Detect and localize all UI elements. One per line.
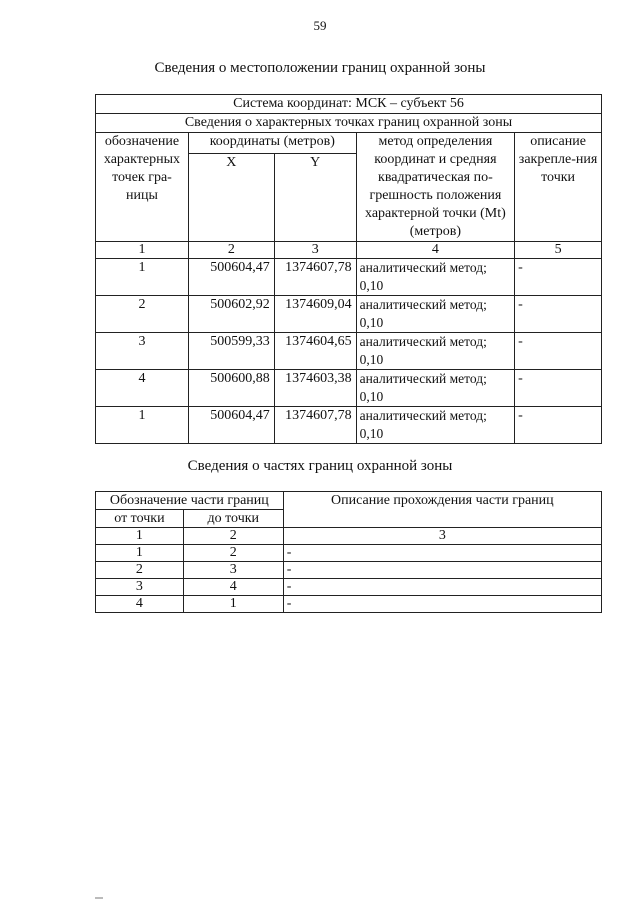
page-number: 59 xyxy=(313,18,327,33)
table-row xyxy=(96,579,602,596)
description-cell: - xyxy=(515,333,602,370)
y-cell: 1374607,78 xyxy=(274,259,356,296)
y-cell: 1374604,65 xyxy=(274,333,356,370)
column-number: 5 xyxy=(515,242,602,259)
point-cell: 2 xyxy=(96,296,189,333)
x-cell: 500602,92 xyxy=(188,296,274,333)
table-row xyxy=(96,259,602,296)
section2-title: Сведения о частях границ охранной зоны xyxy=(187,458,453,474)
column-number: 2 xyxy=(183,528,283,545)
x-cell: 500604,47 xyxy=(188,407,274,444)
table-row xyxy=(96,333,602,370)
point-cell: 4 xyxy=(96,370,189,407)
point-cell: 1 xyxy=(96,407,189,444)
point-cell: 3 xyxy=(96,333,189,370)
boundary-points-table xyxy=(95,94,602,444)
to-point-cell: 1 xyxy=(183,596,283,613)
part-description-cell: - xyxy=(283,545,601,562)
method-cell: аналитический метод; 0,10 xyxy=(356,370,514,407)
description-cell: - xyxy=(515,370,602,407)
method-header: метод определения координат и средняя квадратическая по-грешность положения характерной точки (Mt) (метров) xyxy=(356,133,514,242)
from-point-cell: 4 xyxy=(96,596,184,613)
scan-mark xyxy=(95,897,103,899)
to-point-cell: 2 xyxy=(183,545,283,562)
column-number: 1 xyxy=(96,242,189,259)
method-cell: аналитический метод; 0,10 xyxy=(356,259,514,296)
description-cell: - xyxy=(515,407,602,444)
coordinates-header: координаты (метров) xyxy=(188,133,356,154)
method-cell: аналитический метод; 0,10 xyxy=(356,296,514,333)
x-header: X xyxy=(188,154,274,242)
table-row xyxy=(96,596,602,613)
designation-header: обозначение характерных точек гра-ницы xyxy=(96,133,189,242)
column-number: 2 xyxy=(188,242,274,259)
column-number: 4 xyxy=(356,242,514,259)
table-row xyxy=(96,562,602,579)
description-header: описание закрепле-ния точки xyxy=(515,133,602,242)
method-cell: аналитический метод; 0,10 xyxy=(356,407,514,444)
column-number: 3 xyxy=(274,242,356,259)
table-row xyxy=(96,545,602,562)
part-description-cell: - xyxy=(283,562,601,579)
to-point-header: до точки xyxy=(183,510,283,528)
point-cell: 1 xyxy=(96,259,189,296)
column-number: 3 xyxy=(283,528,601,545)
method-cell: аналитический метод; 0,10 xyxy=(356,333,514,370)
coordinate-system-header: Система координат: МСК – субъект 56 xyxy=(96,95,602,114)
y-cell: 1374603,38 xyxy=(274,370,356,407)
points-info-header: Сведения о характерных точках границ охранной зоны xyxy=(96,114,602,133)
x-cell: 500604,47 xyxy=(188,259,274,296)
section1-title: Сведения о местоположении границ охранной зоны xyxy=(154,60,486,76)
to-point-cell: 4 xyxy=(183,579,283,596)
x-cell: 500599,33 xyxy=(188,333,274,370)
y-header: Y xyxy=(274,154,356,242)
x-cell: 500600,88 xyxy=(188,370,274,407)
boundary-parts-table xyxy=(95,491,602,613)
description-cell: - xyxy=(515,259,602,296)
part-description-header: Описание прохождения части границ xyxy=(283,492,601,528)
description-cell: - xyxy=(515,296,602,333)
table-row xyxy=(96,407,602,444)
column-number: 1 xyxy=(96,528,184,545)
y-cell: 1374607,78 xyxy=(274,407,356,444)
table-row xyxy=(96,370,602,407)
from-point-cell: 3 xyxy=(96,579,184,596)
part-description-cell: - xyxy=(283,579,601,596)
y-cell: 1374609,04 xyxy=(274,296,356,333)
from-point-header: от точки xyxy=(96,510,184,528)
to-point-cell: 3 xyxy=(183,562,283,579)
part-designation-header: Обозначение части границ xyxy=(96,492,284,510)
part-description-cell: - xyxy=(283,596,601,613)
from-point-cell: 2 xyxy=(96,562,184,579)
from-point-cell: 1 xyxy=(96,545,184,562)
table-row xyxy=(96,296,602,333)
